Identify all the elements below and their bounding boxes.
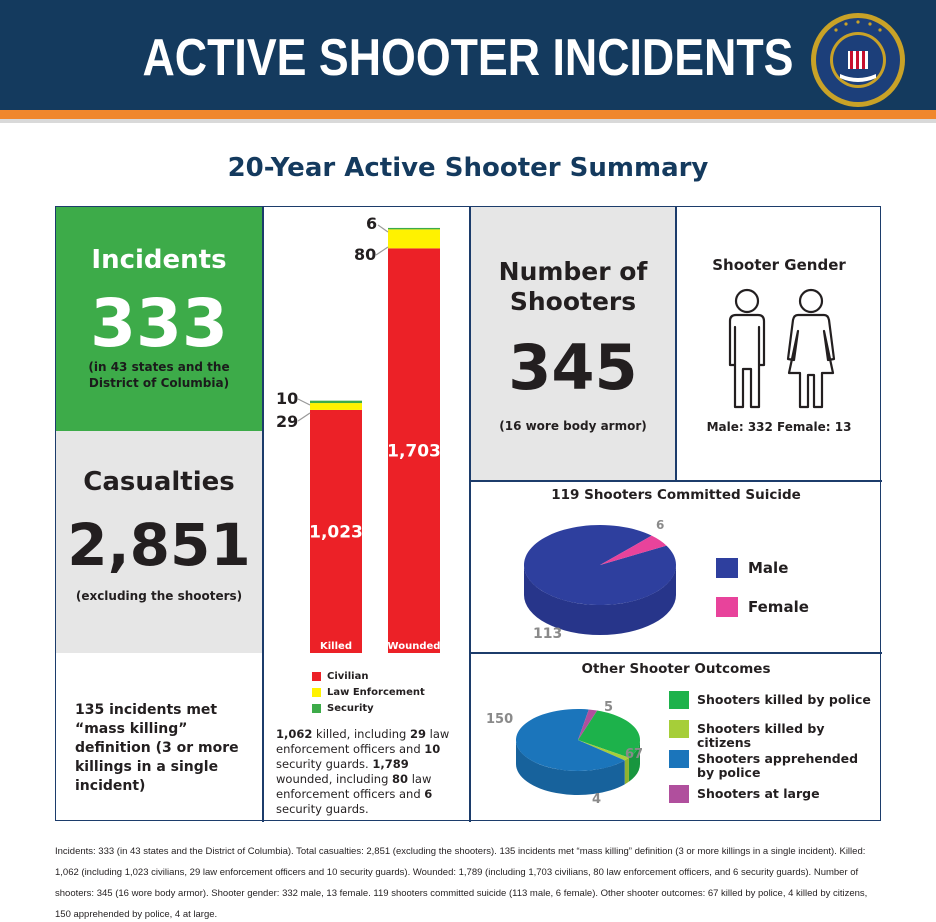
label-killed-law: 29 — [276, 412, 299, 431]
bar-wounded-security — [388, 228, 440, 229]
summary-grid — [55, 206, 881, 821]
divider-v2 — [469, 207, 471, 822]
outcome-legend-apprehended — [669, 752, 858, 780]
incidents-note: (in 43 states and the District of Columbia) — [88, 360, 230, 390]
legend-label-at-large: Shooters at large — [697, 786, 820, 801]
label-outcome-67: 67 — [625, 747, 644, 762]
header-banner — [0, 0, 936, 110]
footnote: Incidents: 333 (in 43 states and the District of Columbia). Total casualties: 2,851 (excluding the shooters). 135 incidents met “mass killing” definition (3 or more killings in a single incident). Killed: 1,062 (including 1,023 civilians, 29 law enforcement officers and 10 security guards). Wounded: 1,789 (including 1,703 civilians, 80 law enforcement officers, and 6 security guards). Number of shooters: 345 (16 wore body armor). Shooter gender: 332 male, 13 female. 119 shooters committed suicide (113 male, 6 female). Other shooter outcomes: 67 killed by police, 4 killed by citizens, 150 apprehended by police, 4 at large. — [55, 846, 868, 920]
gender-counts: Male: 332 Female: 13 — [706, 420, 852, 434]
legend-label-security: Security — [327, 702, 374, 714]
legend-label-citizens: Shooters killed by citizens — [697, 721, 825, 750]
male-figure-icon — [730, 290, 764, 407]
outcomes-pie-chart — [470, 653, 670, 822]
casualties-note: (excluding the shooters) — [75, 589, 243, 603]
bar-note: 1,062 killed, including 29 law enforcement officers and 10 security guards. 1,789 wounded, including 80 law enforcement officers and 6 security guards. — [276, 727, 450, 816]
legend-label-female: Female — [748, 598, 809, 616]
divider-h2 — [469, 652, 882, 654]
legend-civilian — [312, 668, 425, 684]
label-outcome-4: 4 — [592, 792, 602, 807]
gender-label: Shooter Gender — [712, 256, 846, 274]
suicide-panel — [470, 481, 882, 653]
incidents-panel — [56, 207, 262, 431]
suicide-title: 119 Shooters Committed Suicide — [551, 487, 801, 503]
legend-law-enforcement — [312, 684, 425, 700]
legend-swatch-police — [669, 691, 689, 709]
incidents-value: 333 — [90, 285, 228, 362]
bar-killed-law-enforcement — [310, 403, 362, 410]
bar-killed-security — [310, 401, 362, 403]
grey-stripe — [0, 119, 936, 123]
mass-killing-text: 135 incidents met “mass killing” definition (3 or more killings in a single incident) — [75, 702, 239, 794]
fbi-seal-icon — [810, 12, 906, 108]
shooters-panel — [470, 207, 676, 481]
category-killed: Killed — [320, 641, 352, 652]
legend-label-police: Shooters killed by police — [697, 692, 871, 707]
gender-panel — [676, 207, 882, 481]
legend-swatch-at-large — [669, 785, 689, 803]
shooters-note: (16 wore body armor) — [499, 419, 647, 433]
outcome-legend-police — [669, 693, 871, 709]
legend-swatch-female — [716, 597, 738, 617]
legend-swatch-security — [312, 704, 321, 713]
legend-swatch-apprehended — [669, 750, 689, 768]
casualties-value: 2,851 — [67, 511, 251, 579]
label-killed-security: 10 — [276, 389, 299, 408]
female-figure-icon — [788, 290, 834, 407]
outcomes-panel — [470, 653, 882, 822]
shooters-label: Number of Shooters — [498, 257, 648, 316]
legend-swatch-law — [312, 688, 321, 697]
leader-wounded-law — [376, 247, 388, 255]
category-wounded: Wounded — [387, 641, 441, 652]
legend-security — [312, 700, 425, 716]
legend-label-apprehended: Shooters apprehended by police — [697, 751, 859, 780]
orange-stripe — [0, 110, 936, 119]
leader-wounded-security — [378, 225, 388, 232]
legend-label-male: Male — [748, 559, 789, 577]
outcome-legend-citizens — [669, 722, 882, 750]
suicide-legend-female — [716, 597, 809, 617]
casualty-bar-panel — [262, 207, 470, 822]
summary-title: 20-Year Active Shooter Summary — [227, 153, 709, 183]
gender-figures — [714, 287, 844, 409]
page-title: ACTIVE SHOOTER INCIDENTS — [142, 29, 794, 87]
outcomes-title: Other Shooter Outcomes — [581, 661, 771, 677]
label-wounded-security: 6 — [366, 214, 378, 233]
label-outcome-150: 150 — [486, 712, 514, 727]
legend-label-law: Law Enforcement — [327, 686, 425, 698]
suicide-legend-male — [716, 558, 788, 578]
label-outcome-5: 5 — [604, 700, 614, 715]
bar-legend — [312, 668, 425, 716]
divider-v1 — [262, 207, 264, 822]
casualties-label: Casualties — [83, 467, 235, 497]
outcome-legend-at-large — [669, 787, 820, 803]
shooters-value: 345 — [508, 331, 638, 404]
label-killed-civilian: 1,023 — [309, 522, 363, 543]
divider-h1 — [469, 480, 882, 482]
divider-v3 — [675, 207, 677, 481]
mass-killing-panel — [56, 653, 262, 822]
legend-swatch-civilian — [312, 672, 321, 681]
bar-wounded-law-enforcement — [388, 229, 440, 248]
label-suicide-female: 6 — [656, 518, 665, 532]
casualties-panel — [56, 431, 262, 653]
legend-swatch-male — [716, 558, 738, 578]
legend-swatch-citizens — [669, 720, 689, 738]
label-suicide-male: 113 — [533, 626, 563, 642]
suicide-pie-chart — [470, 481, 710, 653]
label-wounded-civilian: 1,703 — [387, 441, 441, 462]
incidents-label: Incidents — [91, 245, 227, 275]
legend-label-civilian: Civilian — [327, 670, 369, 682]
label-wounded-law: 80 — [354, 245, 377, 264]
leader-killed-law — [298, 413, 310, 421]
leader-killed-security — [298, 399, 310, 405]
